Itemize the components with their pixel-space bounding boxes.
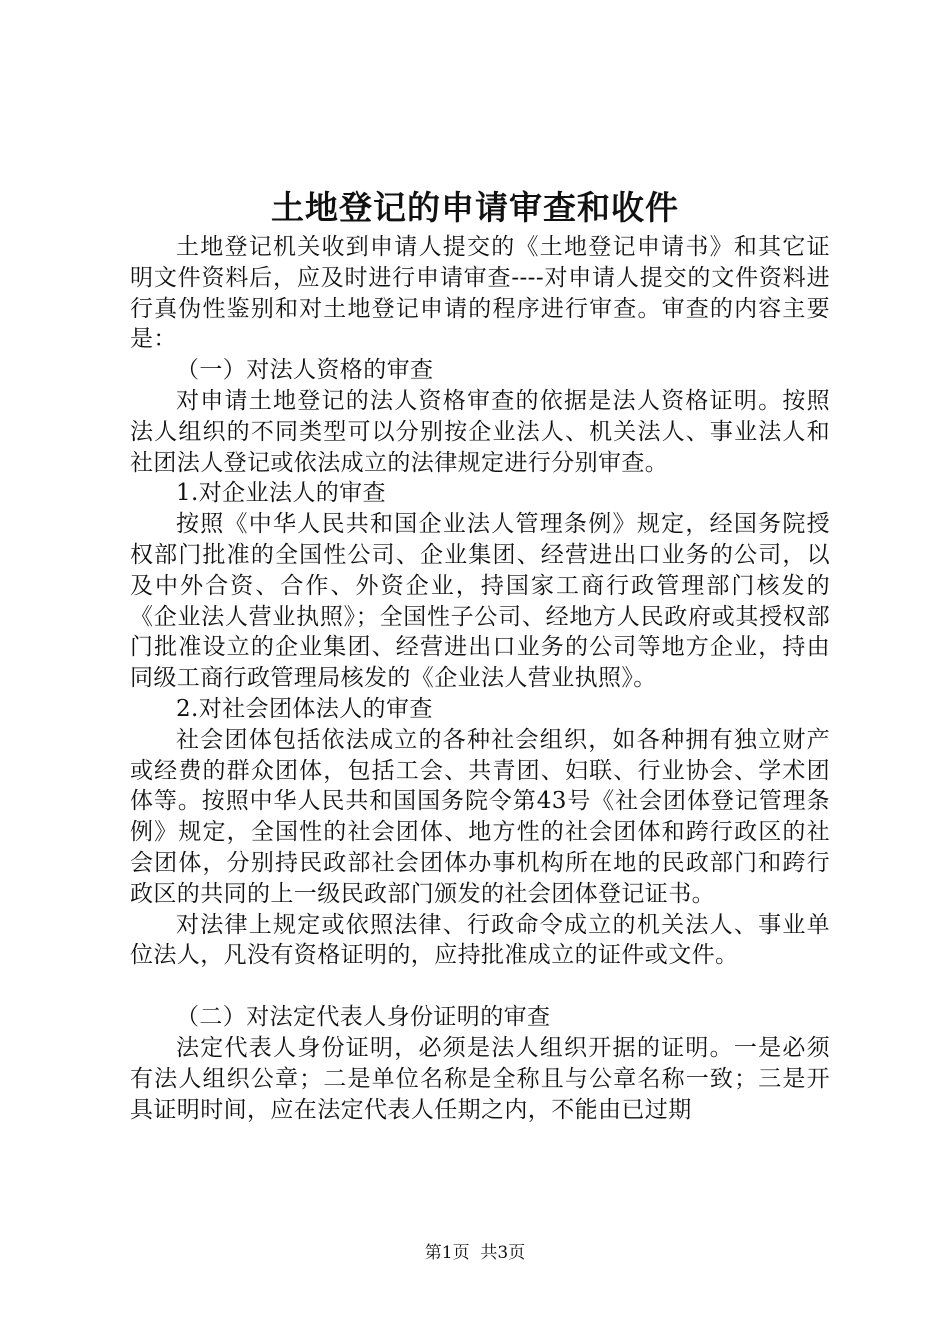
- page-number: 第1页 共3页: [424, 1243, 526, 1263]
- paragraph: 社会团体包括依法成立的各种社会组织，如各种拥有独立财产或经费的群众团体，包括工会、共青团、妇联、行业协会、学术团体等。按照中华人民共和国国务院令第43号《社会团体登记管理条例》规定，全国性的社会团体、地方性的社会团体和跨行政区的社会团体，分别持民政部社会团体办事机构所在地的民政部门和跨行政区的共同的上一级民政部门颁发的社会团体登记证书。: [130, 726, 830, 907]
- paragraph-intro: 土地登记机关收到申请人提交的《土地登记申请书》和其它证明文件资料后，应及时进行申请审查----对申请人提交的文件资料进行真伪性鉴别和对土地登记申请的程序进行审查。审查的内容主要是：: [130, 234, 830, 353]
- document-body: [130, 232, 830, 1125]
- paragraph: 法定代表人身份证明，必须是法人组织开据的证明。一是必须有法人组织公章；二是单位名称是全称且与公章名称一致；三是开具证明时间，应在法定代表人任期之内，不能由已过期: [130, 1034, 830, 1123]
- paragraph: 对申请土地登记的法人资格审查的依据是法人资格证明。按照法人组织的不同类型可以分别按企业法人、机关法人、事业法人和社团法人登记或依法成立的法律规定进行分别审查。: [130, 387, 830, 476]
- paragraph-spacer: [130, 971, 830, 1002]
- paragraph: 按照《中华人民共和国企业法人管理条例》规定，经国务院授权部门批准的全国性公司、企业集团、经营进出口业务的公司，以及中外合资、合作、外资企业，持国家工商行政管理部门核发的《企业法人营业执照》；全国性子公司、经地方人民政府或其授权部门批准设立的企业集团、经营进出口业务的公司等地方企业，持由同级工商行政管理局核发的《企业法人营业执照》。: [130, 511, 830, 692]
- subsection-heading-1: 1.对企业法人的审查: [176, 480, 386, 507]
- paragraph: 对法律上规定或依照法律、行政命令成立的机关法人、事业单位法人，凡没有资格证明的，应持批准成立的证件或文件。: [130, 911, 830, 969]
- section-heading-2: （二）对法定代表人身份证明的审查: [176, 1004, 551, 1031]
- page-footer: [0, 1241, 950, 1265]
- subsection-heading-2: 2.对社会团体法人的审查: [176, 695, 433, 722]
- section-heading-1: （一）对法人资格的审查: [176, 357, 434, 384]
- document-title: 土地登记的申请审查和收件: [271, 188, 679, 227]
